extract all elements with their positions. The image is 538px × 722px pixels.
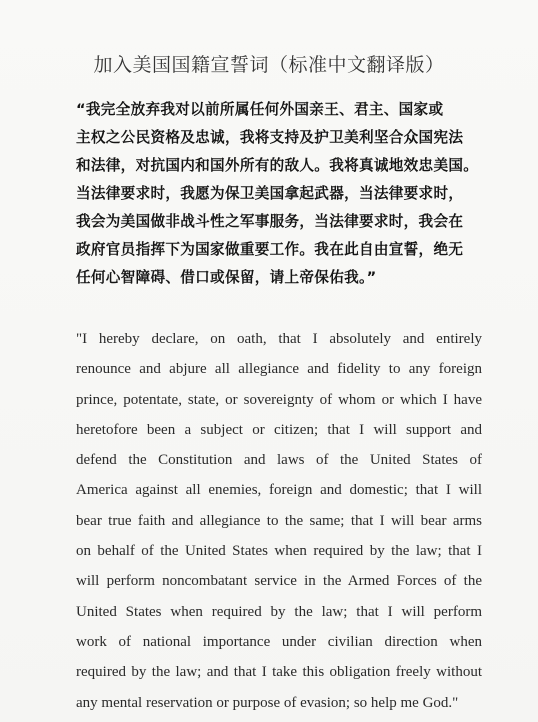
english-oath-line: defend the Constitution and laws of the United States of — [76, 452, 482, 469]
chinese-oath-line: 政府官员指挥下为国家做重要工作。我在此自由宣誓，绝无 — [76, 241, 464, 258]
english-oath-line: heretofore been a subject or citizen; that I will support and — [76, 421, 482, 438]
english-oath-line: on behalf of the United States when required by the law; that I — [76, 543, 482, 560]
chinese-oath-line: 主权之公民资格及忠诚，我将支持及护卫美利坚合众国宪法 — [76, 129, 464, 146]
chinese-oath-paragraph — [76, 96, 479, 292]
english-oath-line: America against all enemies, foreign and domestic; that I will — [76, 482, 482, 499]
english-oath-line: prince, potentate, state, or sovereignty of whom or which I have — [76, 391, 482, 408]
english-oath-line: bear true faith and allegiance to the same; that I will bear arms — [76, 512, 482, 529]
chinese-oath-line: 任何心智障碍、借口或保留，请上帝保佑我。” — [76, 269, 377, 286]
english-oath-paragraph — [76, 324, 482, 718]
english-oath-line: United States when required by the law; that I will perform — [76, 603, 482, 620]
english-oath-line: will perform noncombatant service in the Armed Forces of the — [76, 573, 482, 590]
document-title: 加入美国国籍宣誓词（标准中文翻译版） — [93, 54, 445, 76]
chinese-oath-line: 当法律要求时，我愿为保卫美国拿起武器，当法律要求时， — [76, 185, 464, 202]
english-oath-line: renounce and abjure all allegiance and fidelity to any foreign — [76, 361, 482, 378]
chinese-oath-line: “我完全放弃我对以前所属任何外国亲王、君主、国家或 — [76, 101, 444, 118]
english-oath-line: "I hereby declare, on oath, that I absolutely and entirely — [76, 331, 482, 347]
english-oath-line: work of national importance under civilian direction when — [76, 633, 482, 650]
english-oath-line: any mental reservation or purpose of evasion; so help me God." — [76, 694, 459, 711]
english-oath-line: required by the law; and that I take this obligation freely without — [76, 664, 482, 681]
chinese-oath-line: 和法律，对抗国内和国外所有的敌人。我将真诚地效忠美国。 — [76, 157, 479, 174]
chinese-oath-line: 我会为美国做非战斗性之军事服务，当法律要求时，我会在 — [76, 213, 464, 230]
